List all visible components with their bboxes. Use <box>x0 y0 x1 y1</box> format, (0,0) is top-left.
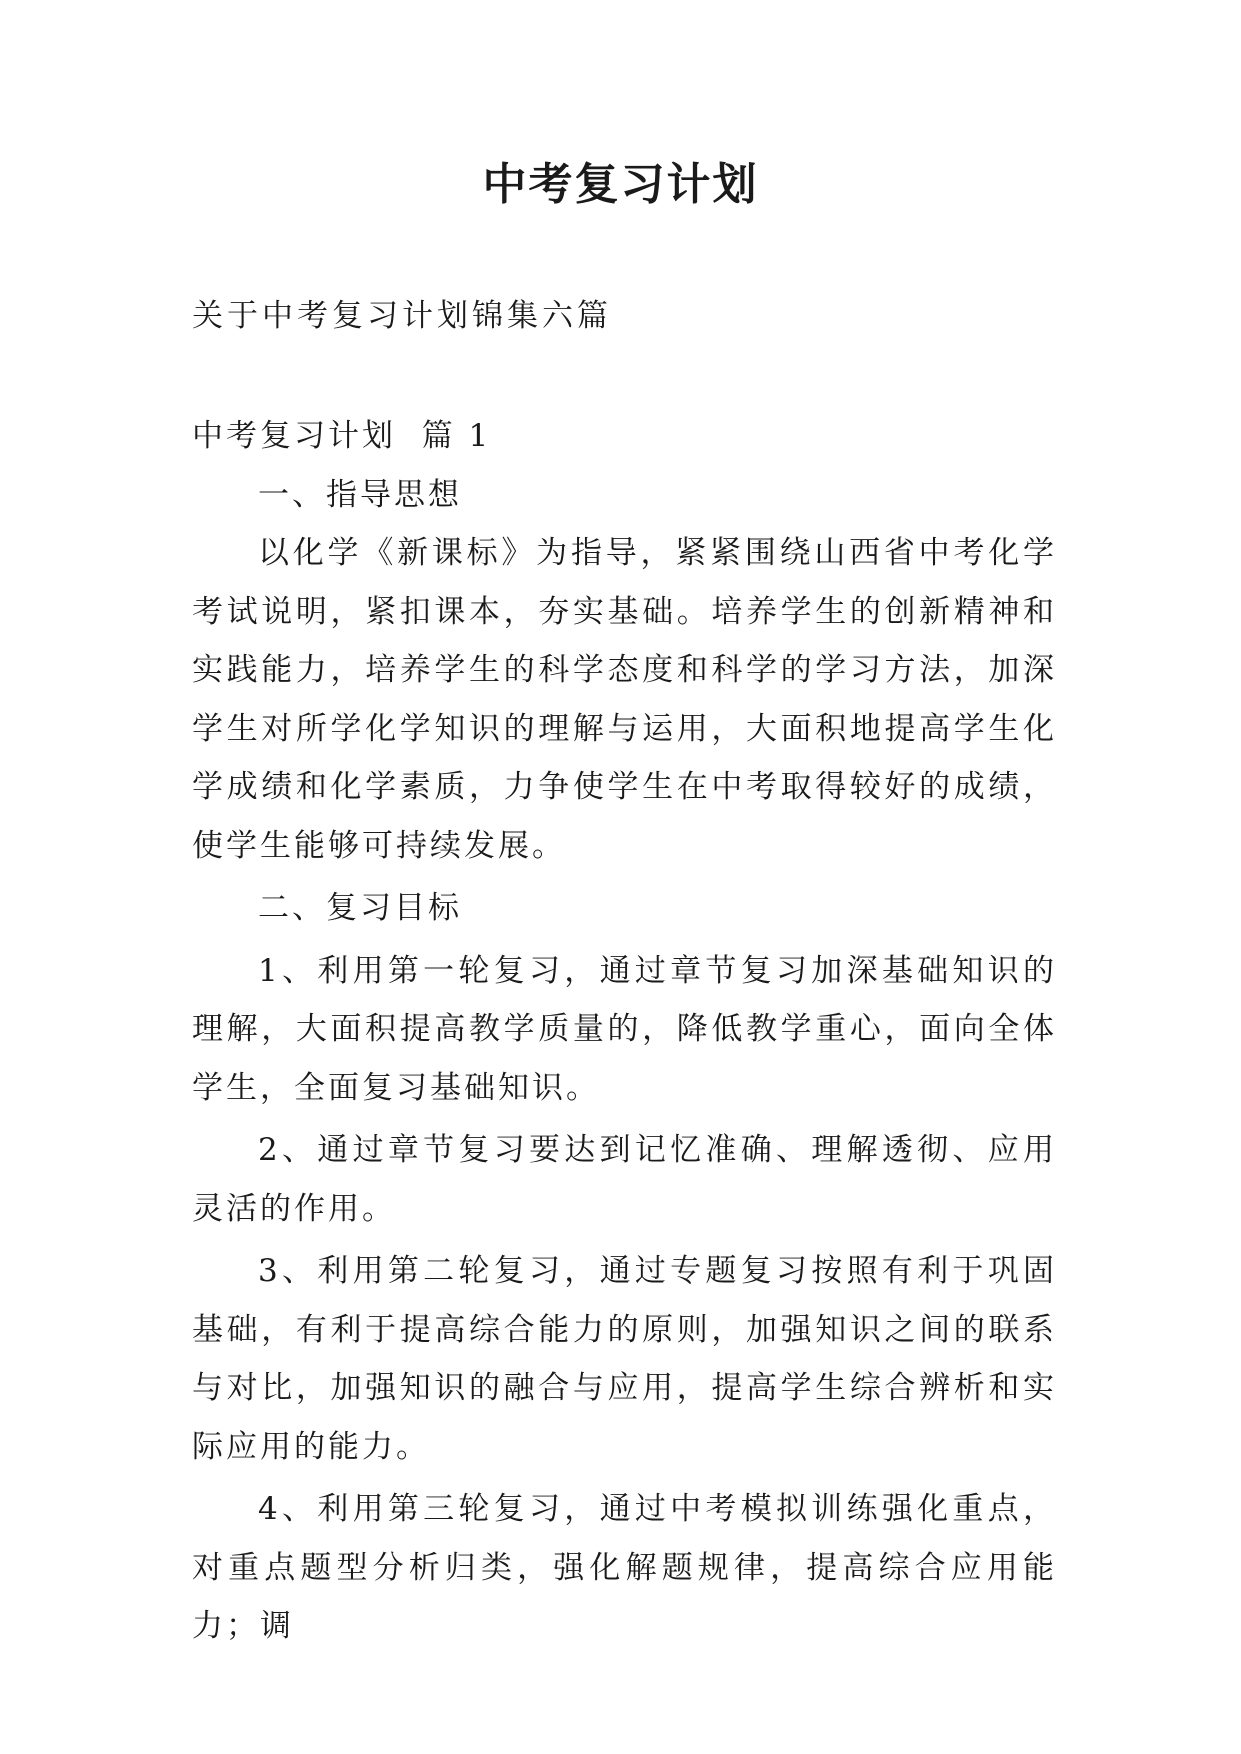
paragraph-goal-3: 3、利用第二轮复习，通过专题复习按照有利于巩固基础，有利于提高综合能力的原则，加强知识之间的联系与对比，加强知识的融合与应用，提高学生综合辨析和实际应用的能力。 <box>192 1253 1057 1465</box>
paragraph-guiding-thought: 以化学《新课标》为指导，紧紧围绕山西省中考化学考试说明，紧扣课本，夯实基础。培养学生的创新精神和实践能力，培养学生的科学态度和科学的学习方法，加深学生对所学化学知识的理解与运用，大面积地提高学生化学成绩和化学素质，力争使学生在中考取得较好的成绩，使学生能够可持续发展。 <box>192 535 1057 864</box>
paragraph-goal-1: 1、利用第一轮复习，通过章节复习加深基础知识的理解，大面积提高教学质量的，降低教学重心，面向全体学生，全面复习基础知识。 <box>192 952 1057 1106</box>
section-heading: 中考复习计划 篇 1 <box>192 418 492 454</box>
heading-review-goals: 二、复习目标 <box>258 890 462 926</box>
paragraph-goal-2: 2、通过章节复习要达到记忆准确、理解透彻、应用灵活的作用。 <box>192 1132 1057 1227</box>
document-body <box>192 407 1057 1656</box>
document-subtitle: 关于中考复习计划锦集六篇 <box>192 298 612 334</box>
document-title: 中考复习计划 <box>482 159 759 210</box>
paragraph-goal-4: 4、利用第三轮复习，通过中考模拟训练强化重点，对重点题型分析归类，强化解题规律，提高综合应用能力；调 <box>192 1491 1057 1644</box>
heading-guiding-thought: 一、指导思想 <box>258 476 462 513</box>
